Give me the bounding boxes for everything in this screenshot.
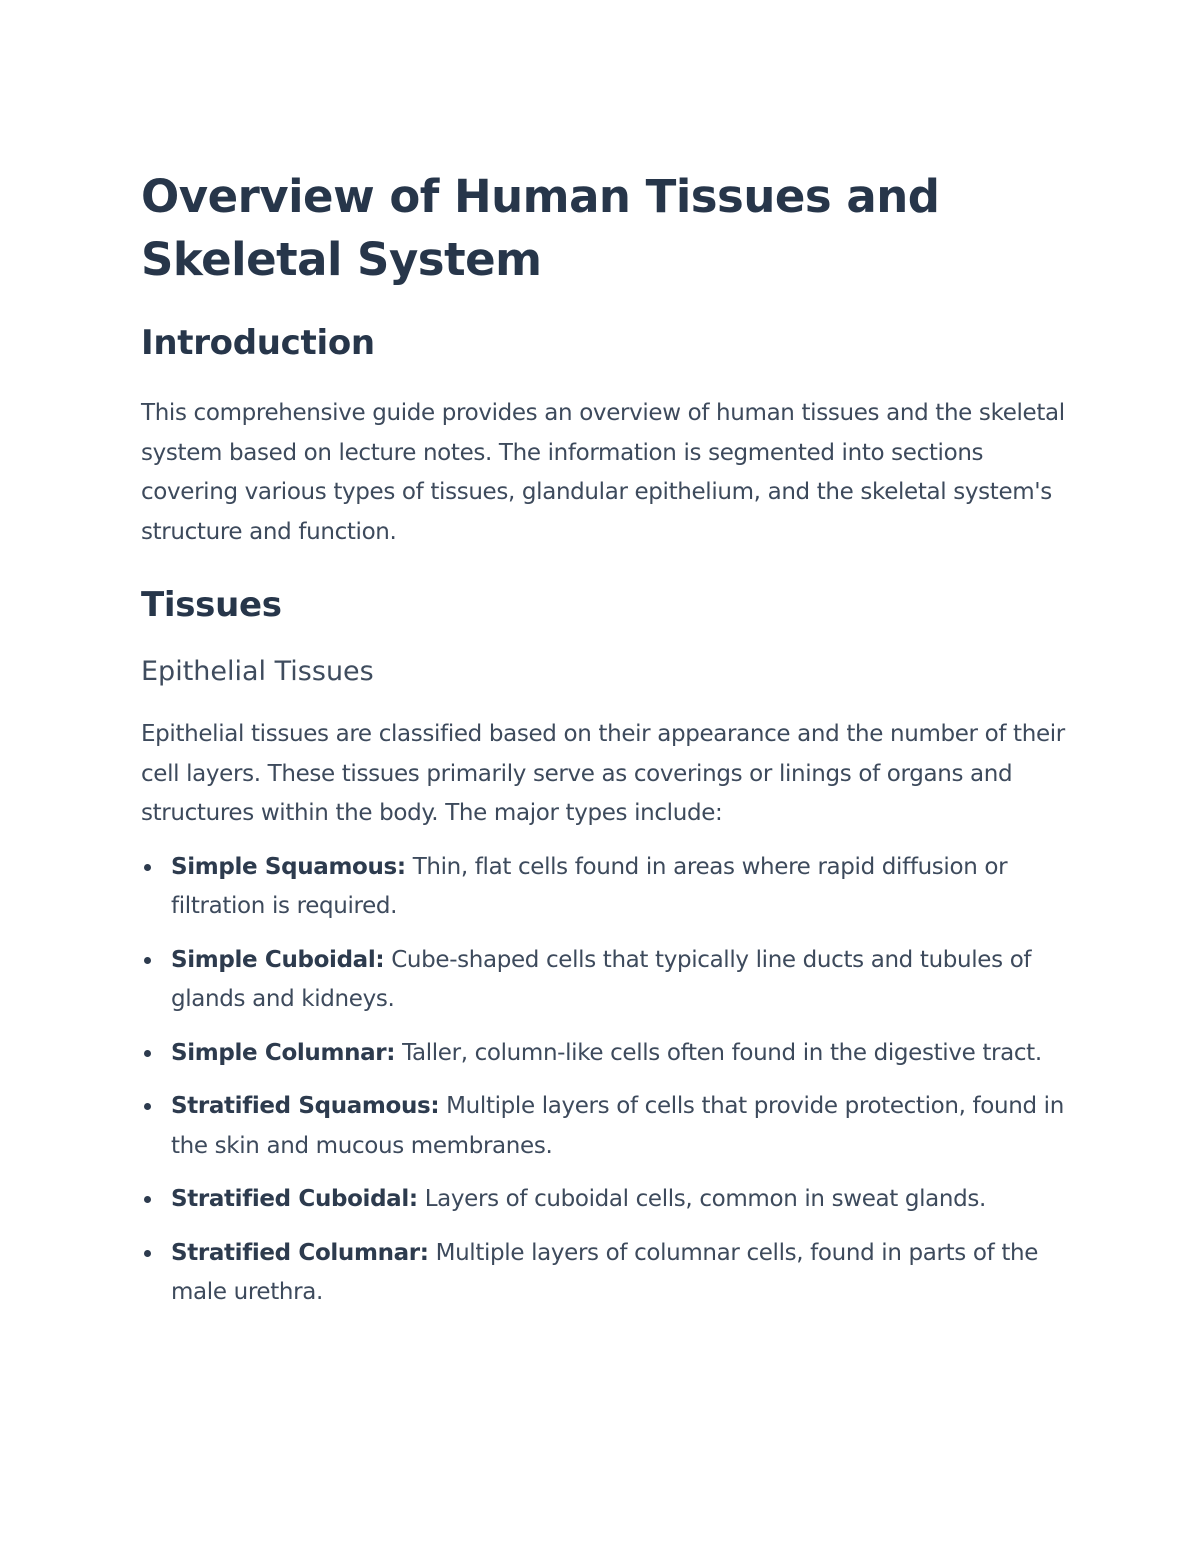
bullet-icon — [144, 1050, 151, 1057]
list-item-term: Simple Columnar: — [171, 1039, 396, 1066]
epithelial-tissues-subheading: Epithelial Tissues — [141, 656, 374, 687]
epithelial-tissues-paragraph: Epithelial tissues are classified based on their appearance and the number of their cell layers. These tissues primarily serve as coverings or linings of organs and structures within the body. The major types include: — [141, 721, 1065, 826]
list-item-description: Layers of cuboidal cells, common in sweat glands. — [417, 1186, 986, 1212]
list-item-description: Multiple layers of columnar cells, found in parts of the male urethra. — [171, 1239, 1039, 1305]
list-item-term: Simple Squamous: — [171, 853, 406, 880]
bullet-icon — [144, 957, 151, 964]
list-item-term: Stratified Squamous: — [171, 1093, 440, 1119]
list-item — [141, 1234, 1071, 1313]
list-item — [141, 1180, 1071, 1220]
document-page — [141, 165, 1071, 1327]
list-item-term: Simple Cuboidal: — [171, 946, 385, 973]
list-item-description: Multiple layers of cells that provide protection, found in the skin and mucous membranes. — [171, 1093, 1064, 1159]
epithelial-types-list — [141, 848, 1071, 1313]
list-item-term: Stratified Columnar: — [171, 1239, 429, 1266]
list-item-description: Thin, flat cells found in areas where rapid diffusion or filtration is required. — [171, 853, 1008, 919]
list-item — [141, 941, 1071, 1020]
list-item-description: Cube-shaped cells that typically line ducts and tubules of glands and kidneys. — [171, 946, 1032, 1012]
page-title: Overview of Human Tissues and Skeletal System — [141, 170, 940, 286]
list-item — [141, 1087, 1071, 1166]
bullet-icon — [144, 1196, 151, 1203]
list-item-term: Stratified Cuboidal: — [171, 1186, 418, 1212]
list-item — [141, 1034, 1071, 1074]
introduction-paragraph: This comprehensive guide provides an overview of human tissues and the skeletal system based on lecture notes. The information is segmented into sections covering various types of tissues, glandular epithelium, and the skeletal system's structure and function. — [141, 400, 1065, 545]
bullet-icon — [144, 1103, 151, 1110]
list-item — [141, 848, 1071, 927]
introduction-heading: Introduction — [141, 323, 375, 363]
bullet-icon — [144, 1250, 151, 1257]
tissues-heading: Tissues — [141, 585, 282, 625]
list-item-description: Taller, column-like cells often found in the digestive tract. — [395, 1039, 1042, 1066]
bullet-icon — [144, 864, 151, 871]
